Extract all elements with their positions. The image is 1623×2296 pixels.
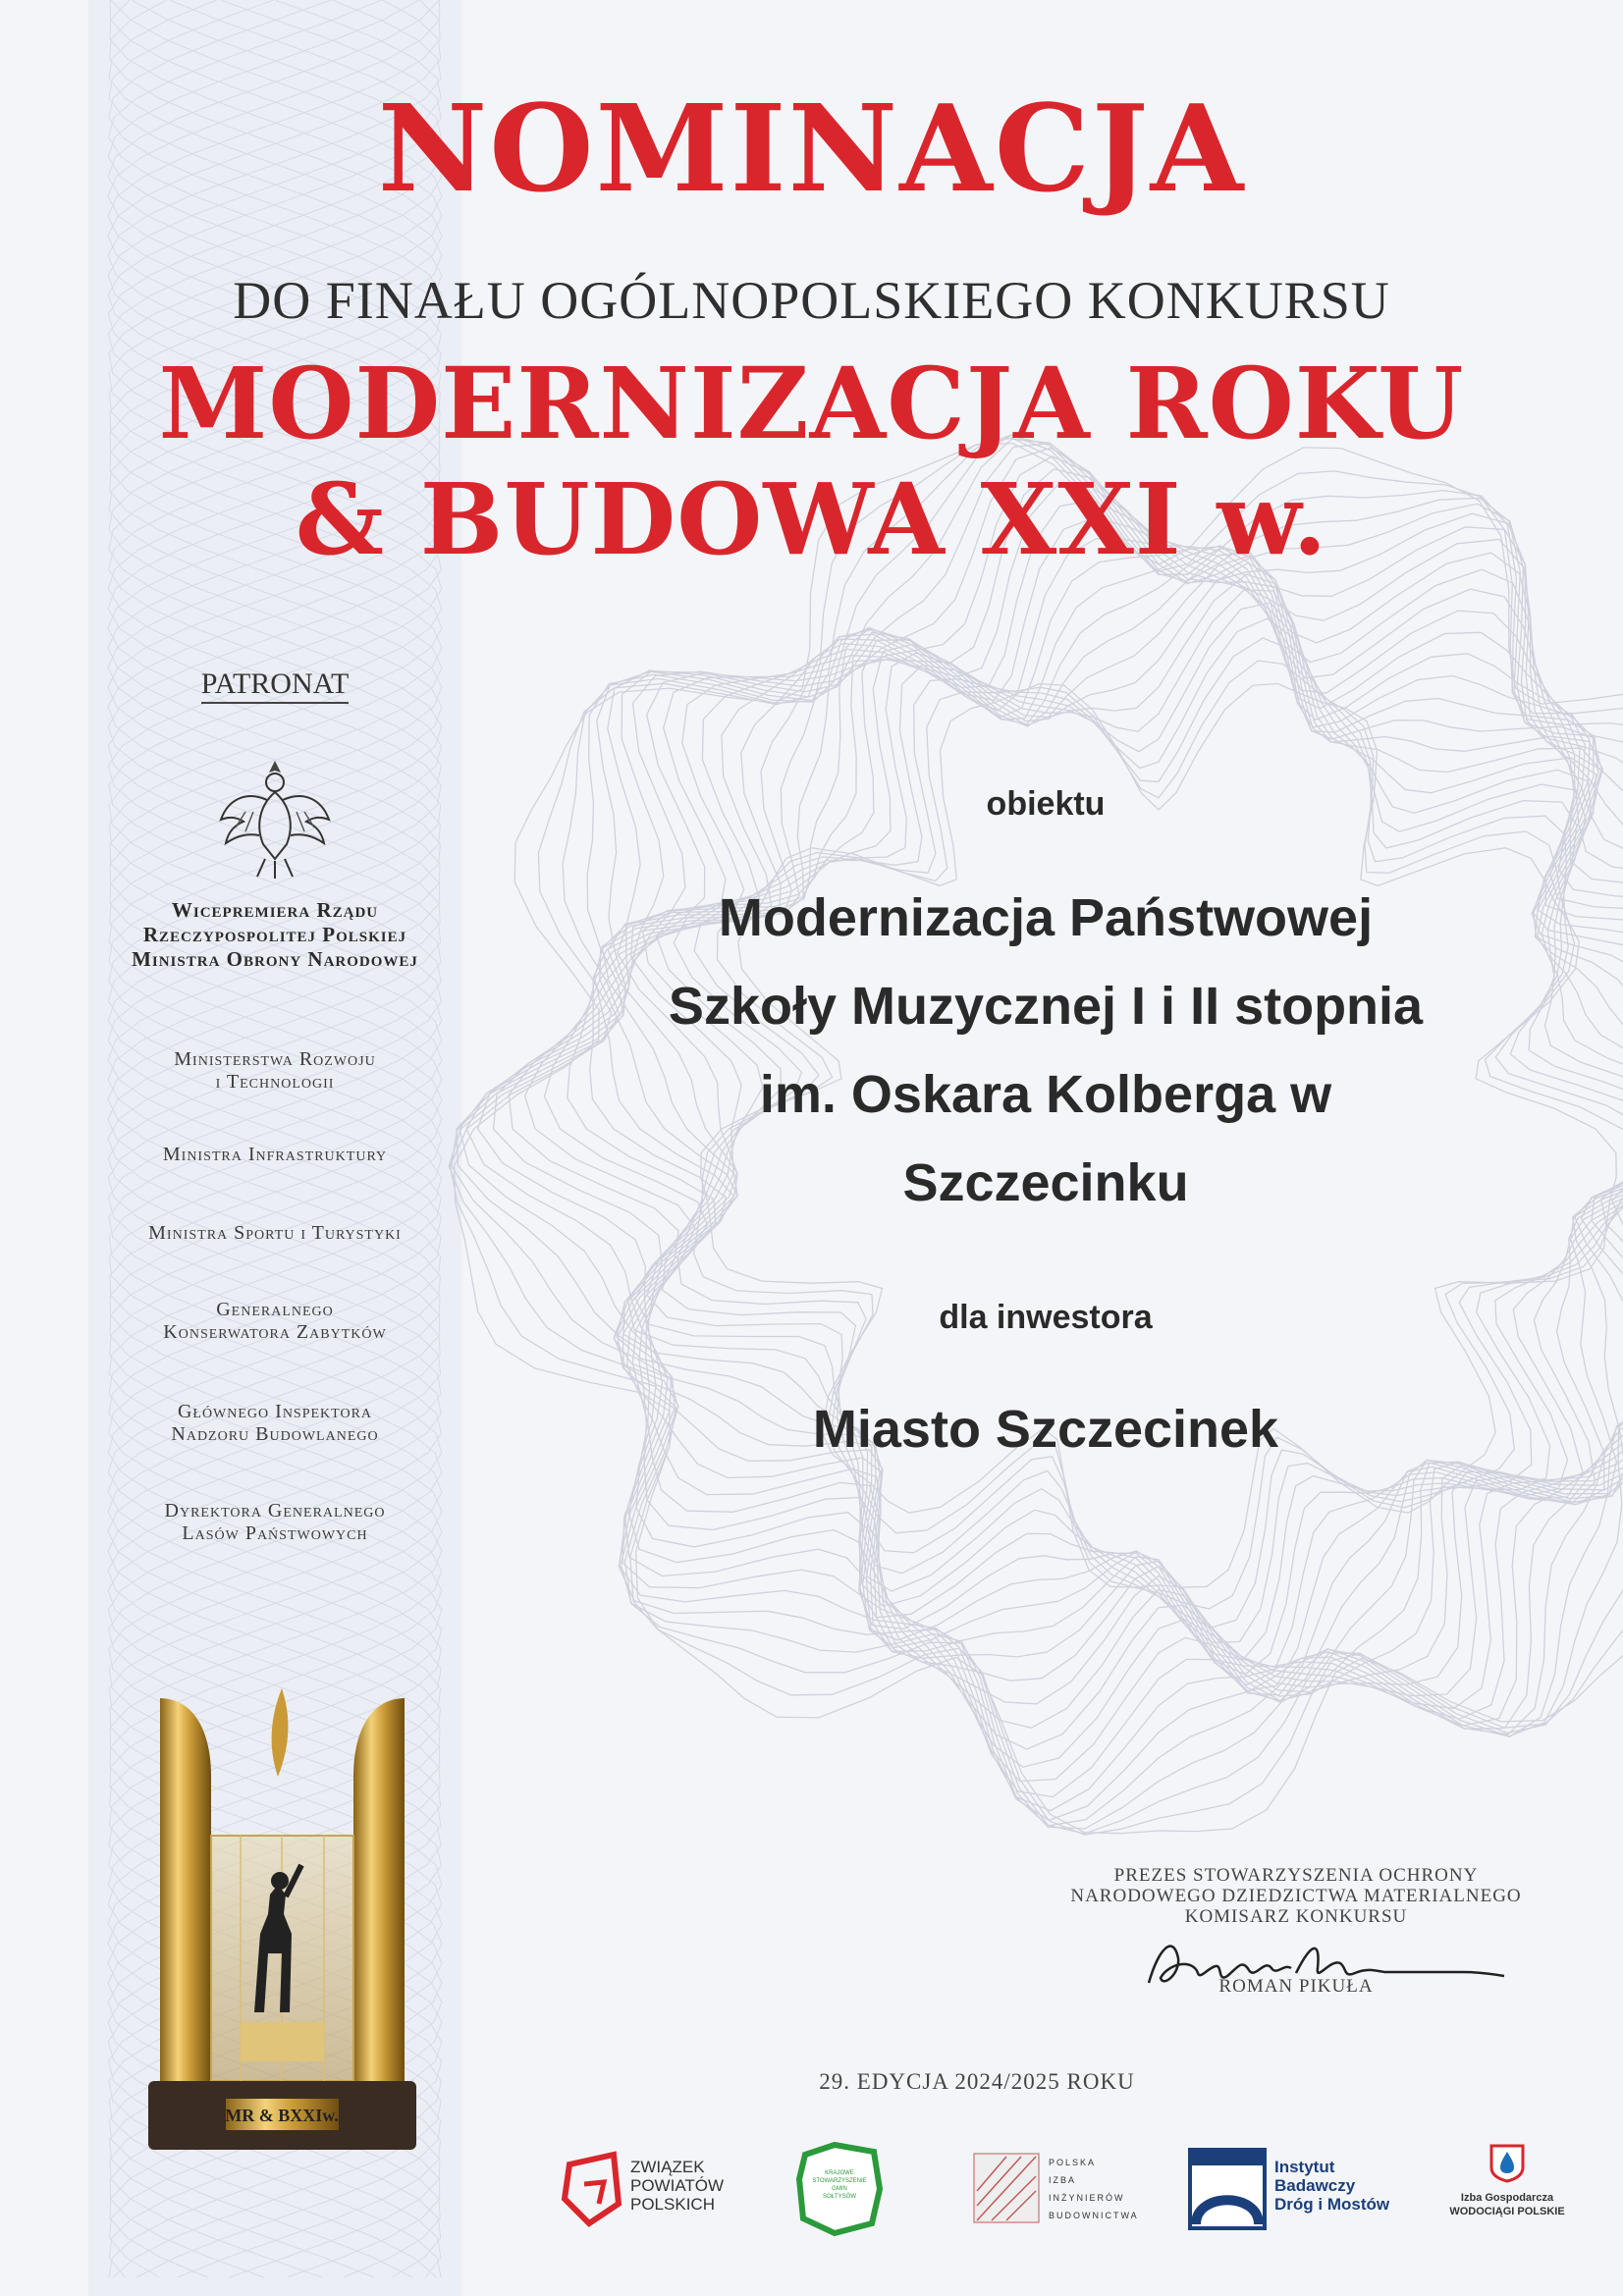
partner-logos xyxy=(550,2140,1581,2248)
logo-ksgs: KRAJOWE STOWARZYSZENIE GMIN SOŁTYSÓW xyxy=(795,2140,893,2248)
zpp-logo-icon xyxy=(560,2145,628,2233)
patronage-heading: PATRONAT xyxy=(88,667,461,701)
investor-name: Miasto Szczecinek xyxy=(812,1400,1279,1459)
patron-monuments-conservator: Generalnego Konserwatora Zabytków xyxy=(163,1299,387,1343)
polish-eagle-emblem xyxy=(216,751,334,883)
contest-name-line2: & BUDOWA XXI w. xyxy=(295,461,1328,577)
edition-text: 29. EDYCJA 2024/2025 ROKU xyxy=(819,2069,1135,2094)
contest-name-line1: MODERNIZACJA ROKU xyxy=(158,346,1465,461)
ibdim-bridge-icon xyxy=(1188,2148,1267,2231)
main-patron: Wicepremiera Rządu Rzeczypospolitej Polskiej Ministra Obrony Narodowej xyxy=(132,898,418,971)
certificate-title: NOMINACJA xyxy=(377,78,1246,219)
trophy-plate-text: MR & BXXIw. xyxy=(225,2106,339,2125)
piib-logo-icon xyxy=(972,2152,1041,2225)
igwp-water-drop-icon xyxy=(1486,2140,1529,2183)
logo-piib: POLSKA IZBA INŻYNIERÓW BUDOWNICTWA xyxy=(972,2140,1129,2248)
logo-ibdim: Instytut Badawczy Dróg i Mostów xyxy=(1188,2140,1414,2248)
logo-igwp: Izba Gospodarcza WODOCIĄGI POLSKIE xyxy=(1434,2140,1581,2248)
patron-ministry-infrastructure: Ministra Infrastruktury xyxy=(162,1144,388,1165)
object-label: obiektu xyxy=(986,785,1106,823)
signatory-name: ROMAN PIKUŁA xyxy=(1218,1976,1374,1997)
patron-ministry-development: Ministerstwa Rozwoju i Technologii xyxy=(174,1048,376,1093)
logo-zpp: ZWIĄZEK POWIATÓW POLSKICH xyxy=(550,2140,736,2248)
object-name: Modernizacja Państwowej Szkoły Muzycznej I i II stopnia im. Oskara Kolberga w Szczecinku xyxy=(668,888,1424,1212)
trophy-image xyxy=(142,1688,422,2160)
investor-label: dla inwestora xyxy=(939,1299,1153,1336)
patron-building-inspector: Głównego Inspektora Nadzoru Budowlanego xyxy=(171,1401,379,1445)
patron-ministry-sport: Ministra Sportu i Turystyki xyxy=(148,1222,402,1244)
patron-state-forests: Dyrektora Generalnego Lasów Państwowych xyxy=(164,1500,386,1544)
certificate-subtitle: DO FINAŁU OGÓLNOPOLSKIEGO KONKURSU xyxy=(233,271,1390,330)
signatory-role: PREZES STOWARZYSZENIA OCHRONY NARODOWEGO DZIEDZICTWA MATERIALNEGO KOMISARZ KONKURSU xyxy=(1070,1865,1522,1927)
